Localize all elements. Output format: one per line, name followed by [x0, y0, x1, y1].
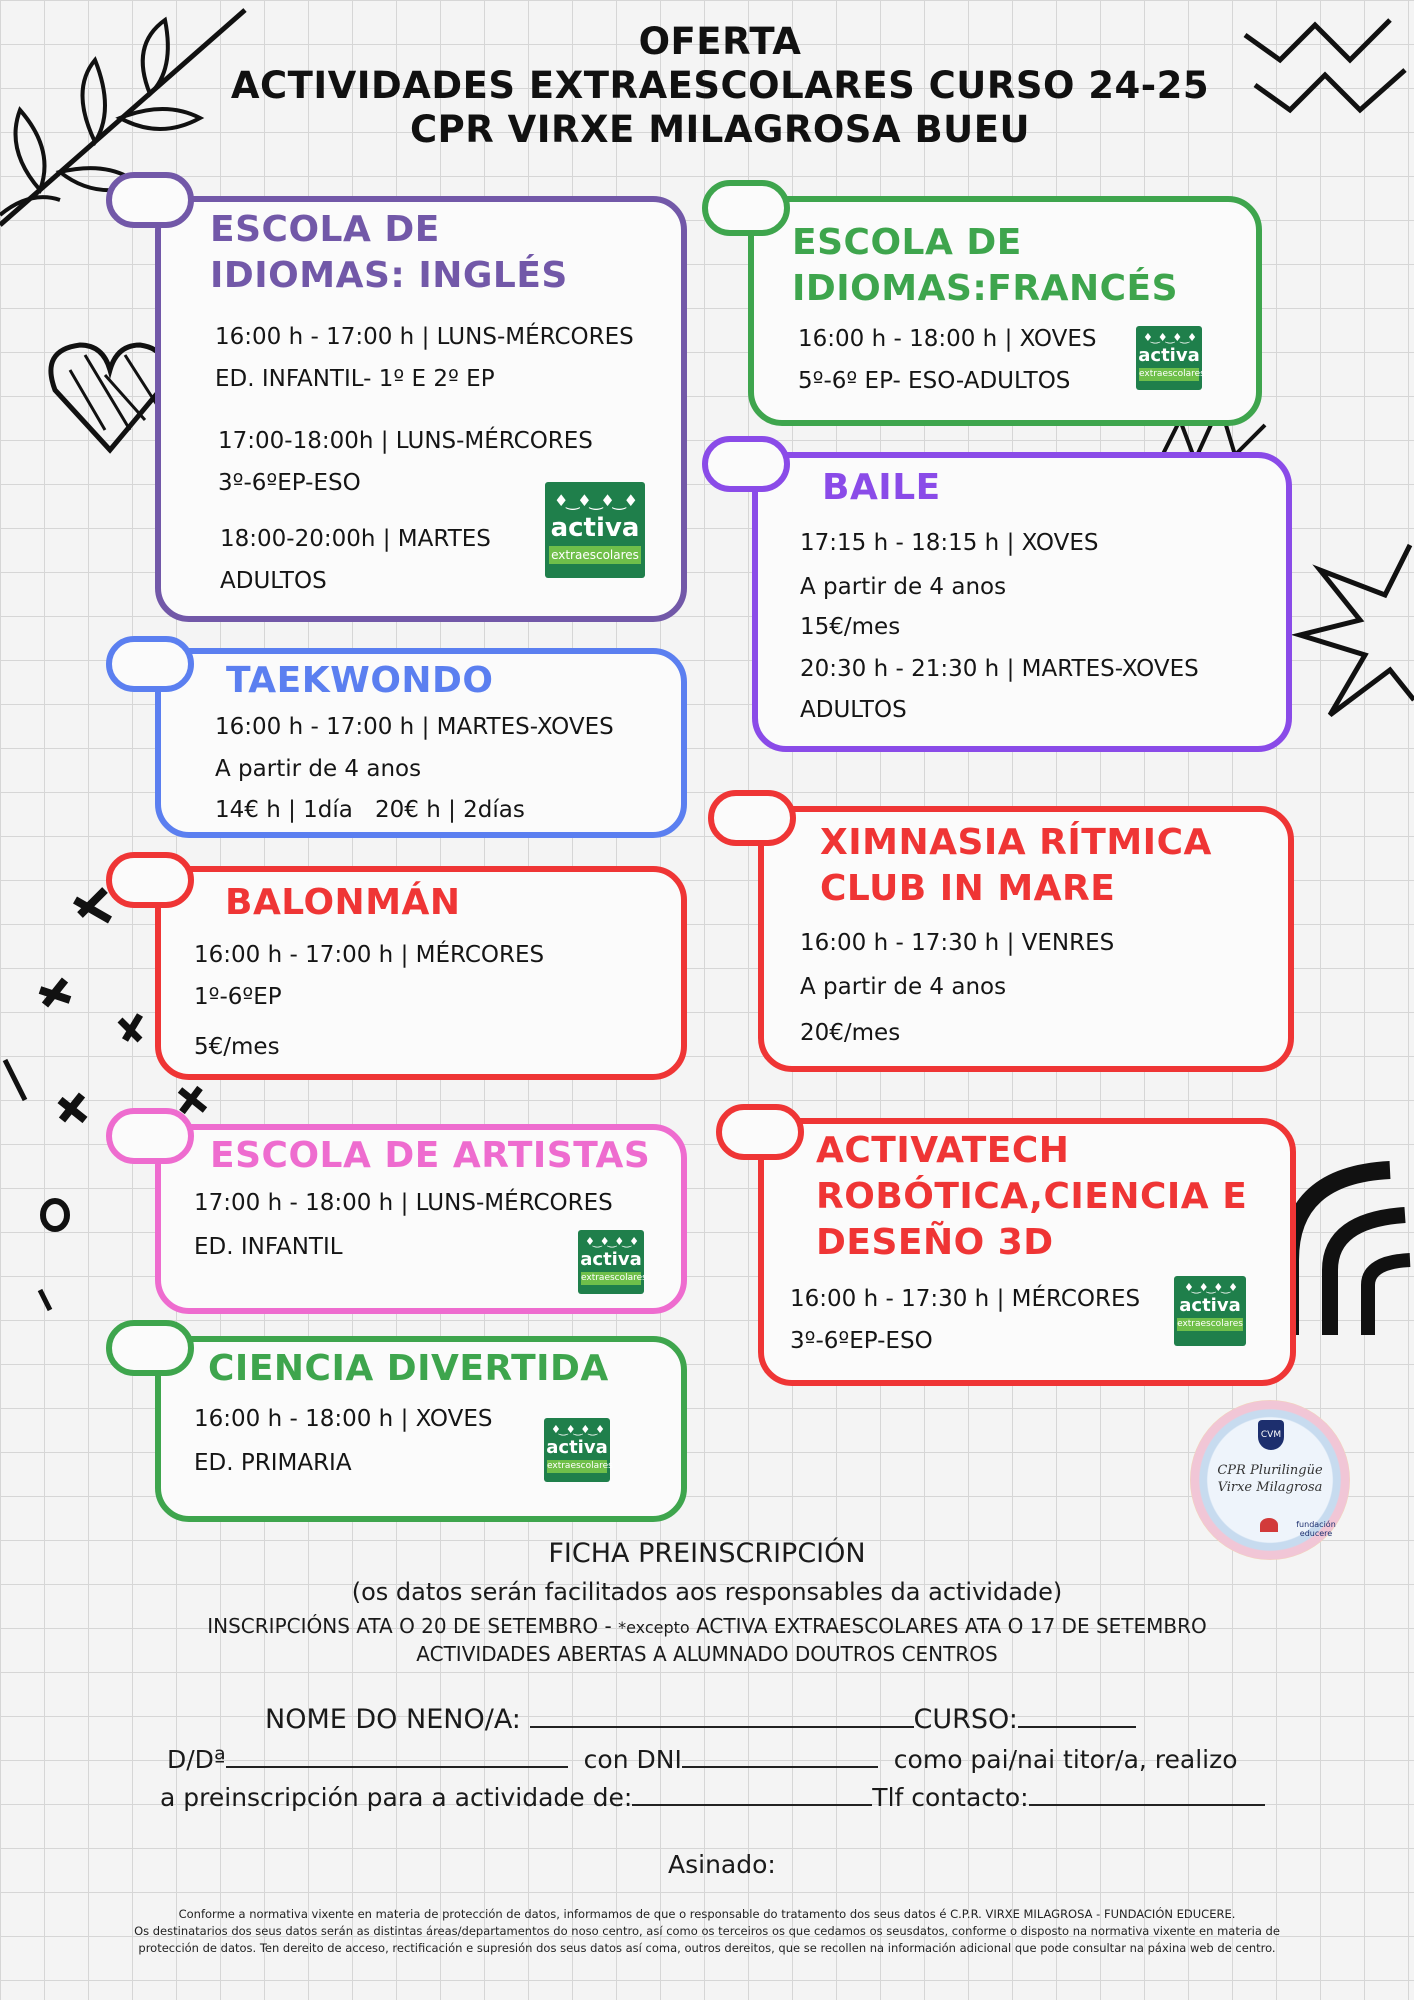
zigzag-doodle	[1240, 10, 1414, 120]
card-artistas-line: ED. INFANTIL	[194, 1234, 343, 1260]
dni-label: con DNI	[583, 1745, 682, 1774]
card-taekwondo-line: 14€ h | 1día	[215, 797, 353, 823]
course-field[interactable]	[1018, 1704, 1136, 1728]
form-subtitle: (os datos serán facilitados aos responsables da actividade)	[351, 1578, 1063, 1606]
card-ciencia-title: CIENCIA DIVERTIDA	[208, 1348, 609, 1389]
activity-field[interactable]	[632, 1782, 872, 1806]
seal-foundation-text: fundación educere	[1296, 1520, 1336, 1538]
card-ciencia-tab	[106, 1320, 194, 1376]
activa-logo: ♦‿♦‿♦‿♦ activa extraescolares	[544, 1418, 610, 1482]
activa-logo: ♦‿♦‿♦‿♦ activa extraescolares	[1136, 326, 1202, 390]
card-ciencia-line: ED. PRIMARIA	[194, 1450, 352, 1476]
fundacion-educere-icon	[1260, 1518, 1278, 1532]
card-balonman-line: 1º-6ºEP	[194, 984, 282, 1010]
course-label: CURSO:	[913, 1704, 1018, 1735]
legal-line: Conforme a normativa vixente en materia de protección de datos, informamos de que o responsable do tratamento dos seus datos é C.P.R. VIRXE MILAGROSA - FUNDACIÓN EDUCERE.	[178, 1907, 1236, 1921]
card-artistas-title: ESCOLA DE ARTISTAS	[210, 1135, 651, 1176]
card-baile-line: 17:15 h - 18:15 h | XOVES	[800, 530, 1099, 556]
card-frances-title: ESCOLA DE IDIOMAS:FRANCÉS	[792, 222, 1179, 309]
child-name-row	[265, 1704, 1136, 1735]
card-ingles-tab	[106, 172, 194, 228]
card-balonman-line: 16:00 h - 17:00 h | MÉRCORES	[194, 942, 545, 968]
card-taekwondo-tab	[106, 636, 194, 692]
parent-row	[167, 1744, 1238, 1774]
card-ingles-title: ESCOLA DE IDIOMAS: INGLÉS	[210, 209, 568, 296]
activity-row	[160, 1782, 1265, 1812]
activa-logo: ♦‿♦‿♦‿♦ activa extraescolares	[1174, 1276, 1246, 1346]
card-baile-line: A partir de 4 anos	[800, 574, 1007, 600]
card-frances-line: 16:00 h - 18:00 h | XOVES	[798, 326, 1097, 352]
title-line-school: CPR VIRXE MILAGROSA BUEU	[409, 108, 1031, 151]
card-baile-line: 15€/mes	[800, 614, 901, 640]
activa-logo: ♦‿♦‿♦‿♦ activa extraescolares	[578, 1230, 644, 1294]
card-ximnasia-line: 20€/mes	[800, 1020, 901, 1046]
title-line-offer: OFERTA	[638, 20, 802, 63]
card-ximnasia-line: 16:00 h - 17:30 h | VENRES	[800, 930, 1115, 956]
card-frances-tab	[702, 180, 790, 236]
activa-logo-figures-icon: ♦‿♦‿♦‿♦	[1184, 1281, 1236, 1294]
card-taekwondo-line: A partir de 4 anos	[215, 756, 422, 782]
card-ingles-line: ADULTOS	[220, 568, 327, 594]
seal-text: CPR Plurilingüe Virxe Milagrosa	[1217, 1463, 1323, 1495]
card-artistas-line: 17:00 h - 18:00 h | LUNS-MÉRCORES	[194, 1190, 613, 1216]
school-seal-logo	[1190, 1400, 1350, 1560]
form-title: FICHA PREINSCRIPCIÓN	[548, 1538, 866, 1569]
role-label: como pai/nai titor/a, realizo	[893, 1745, 1238, 1774]
dni-field[interactable]	[682, 1744, 878, 1768]
card-ingles-line: 3º-6ºEP-ESO	[218, 470, 361, 496]
card-activatech-line: 3º-6ºEP-ESO	[790, 1328, 933, 1354]
legal-line: Os destinatarios dos seus datos serán as distintas áreas/departamentos do noso centro, así como os terceiros os que cedamos os seusdatos, conforme o disposto na normativa vixente en materia de	[134, 1924, 1280, 1938]
card-balonman-line: 5€/mes	[194, 1034, 280, 1060]
form-open-note: ACTIVIDADES ABERTAS A ALUMNADO DOUTROS CENTROS	[416, 1642, 998, 1666]
card-activatech-title: ACTIVATECH ROBÓTICA,CIENCIA E DESEÑO 3D	[816, 1130, 1248, 1263]
form-deadline: INSCRIPCIÓNS ATA O 20 DE SETEMBRO - *excepto ACTIVA EXTRAESCOLARES ATA O 17 DE SETEMBRO	[207, 1614, 1207, 1638]
activa-logo-figures-icon: ♦‿♦‿♦‿♦	[551, 1423, 603, 1436]
child-name-label: NOME DO NENO/A:	[265, 1704, 521, 1735]
page-title	[200, 20, 1240, 152]
card-activatech-line: 16:00 h - 17:30 h | MÉRCORES	[790, 1286, 1141, 1312]
card-baile-line: ADULTOS	[800, 697, 907, 723]
activa-logo: ♦‿♦‿♦‿♦ activa extraescolares	[545, 482, 645, 578]
card-balonman-title: BALONMÁN	[225, 882, 461, 923]
activa-logo-figures-icon: ♦‿♦‿♦‿♦	[585, 1235, 637, 1248]
card-taekwondo-line: 20€ h | 2días	[375, 797, 525, 823]
phone-field[interactable]	[1029, 1782, 1265, 1806]
parent-label: D/Dª	[167, 1745, 226, 1774]
school-crest-icon: CVM	[1258, 1420, 1284, 1450]
legal-line: protección de datos. Ten dereito de acceso, rectificación e supresión dos seus datos así coma, outros dereitos, que se recollen na información adicional que pode consultar na páxina web de centro.	[138, 1941, 1276, 1955]
activity-label: a preinscripción para a actividade de:	[160, 1783, 633, 1812]
card-balonman-tab	[106, 852, 194, 908]
card-baile-title: BAILE	[822, 467, 941, 508]
card-ingles-line: 16:00 h - 17:00 h | LUNS-MÉRCORES	[215, 324, 634, 350]
card-ingles-line: 18:00-20:00h | MARTES	[220, 526, 491, 552]
card-activatech-tab	[716, 1104, 804, 1160]
card-baile-line: 20:30 h - 21:30 h | MARTES-XOVES	[800, 656, 1199, 682]
card-ciencia-line: 16:00 h - 18:00 h | XOVES	[194, 1406, 493, 1432]
activa-logo-figures-icon: ♦‿♦‿♦‿♦	[554, 491, 636, 510]
card-ximnasia-tab	[708, 790, 796, 846]
card-ximnasia-title: XIMNASIA RÍTMICA CLUB IN MARE	[820, 822, 1212, 909]
card-ingles-line: 17:00-18:00h | LUNS-MÉRCORES	[218, 428, 593, 454]
title-line-activities: ACTIVIDADES EXTRAESCOLARES CURSO 24-25	[230, 64, 1210, 107]
card-frances-line: 5º-6º EP- ESO-ADULTOS	[798, 368, 1071, 394]
parent-name-field[interactable]	[226, 1744, 568, 1768]
card-baile-tab	[702, 436, 790, 492]
card-ingles-line: ED. INFANTIL- 1º E 2º EP	[215, 366, 495, 392]
starburst-doodle	[1290, 540, 1414, 720]
phone-label: Tlf contacto:	[872, 1783, 1029, 1812]
card-artistas-tab	[106, 1108, 194, 1164]
card-taekwondo-title: TAEKWONDO	[226, 660, 494, 701]
card-ximnasia-line: A partir de 4 anos	[800, 974, 1007, 1000]
signed-label: Asinado:	[668, 1850, 776, 1879]
child-name-field[interactable]	[530, 1704, 914, 1728]
activa-logo-figures-icon: ♦‿♦‿♦‿♦	[1143, 331, 1195, 344]
card-taekwondo-line: 16:00 h - 17:00 h | MARTES-XOVES	[215, 714, 614, 740]
legal-notice	[50, 1906, 1364, 1957]
